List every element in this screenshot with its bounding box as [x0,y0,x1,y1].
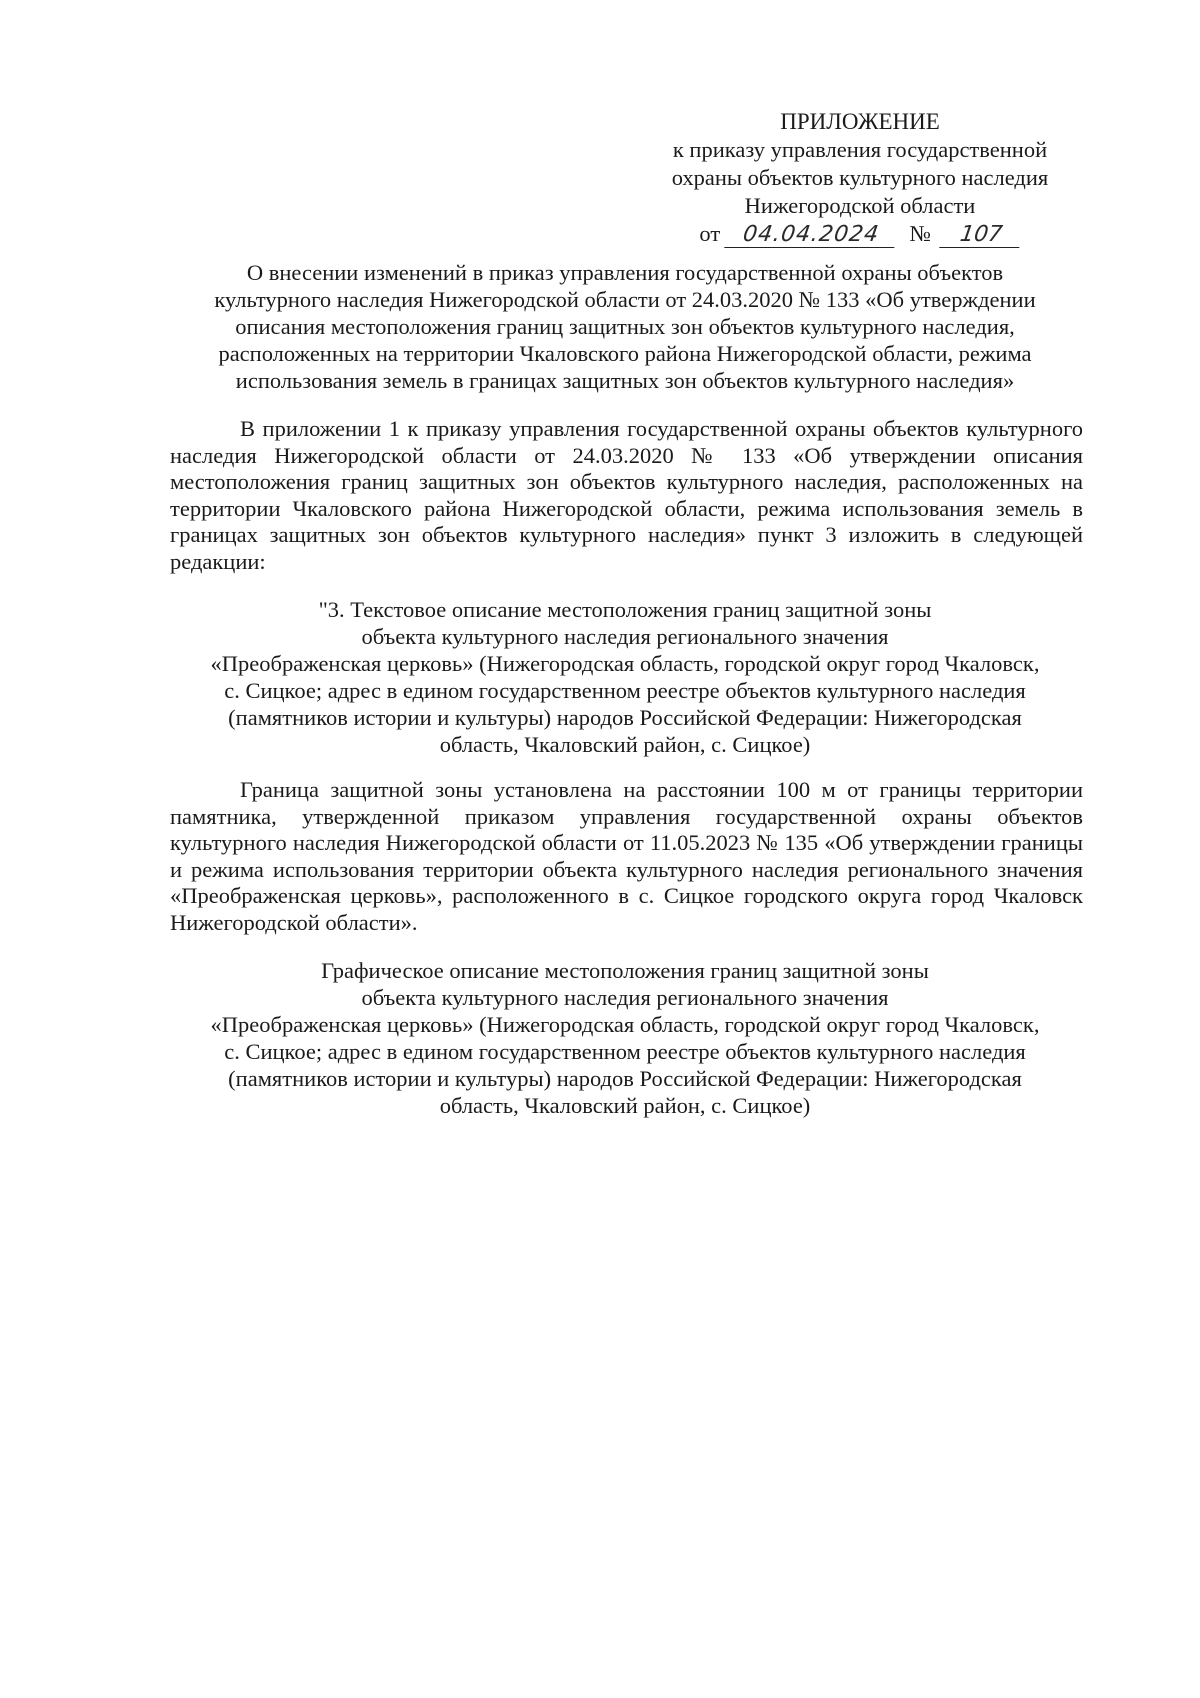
textual-description-heading [165,596,1085,758]
heading-line: (памятников истории и культуры) народов Российской Федерации: Нижегородская [228,1066,1022,1091]
appendix-line-2: охраны объектов культурного наследия [671,165,1049,190]
title-line: описания местоположения границ защитных зон объектов культурного наследия, [235,314,1015,339]
boundary-paragraph: Граница защитной зоны установлена на расстоянии 100 м от границы территории памятника, утвержденной приказом управления государственной охраны объектов культурного наследия Нижегородской области от 11.05.2023 № 135 «Об утверждении границы и режима использования территории объекта культурного наследия регионального значения «Преображенская церковь», расположенного в с. Сицкое городского округа город Чкаловск Нижегородской области». [170,777,1083,935]
date-prefix: от [699,221,721,246]
appendix-title: ПРИЛОЖЕНИЕ [780,109,940,134]
heading-line: «Преображенская церковь» (Нижегородская область, городской округ город Чкаловск, [210,1012,1040,1037]
title-line: культурного наследия Нижегородской области от 24.03.2020 № 133 «Об утверждении [214,287,1036,312]
appendix-line-3: Нижегородской области [744,193,976,218]
title-line: расположенных на территории Чкаловского района Нижегородской области, режима [218,341,1032,366]
handwritten-date: 04.04.2024 [724,223,898,248]
title-line: использования земель в границах защитных зон объектов культурного наследия» [235,368,1015,393]
heading-line: с. Сицкое; адрес в едином государственном реестре объектов культурного наследия [224,678,1026,703]
heading-line: область, Чкаловский район, с. Сицкое) [439,732,811,757]
heading-line: «Преображенская церковь» (Нижегородская область, городской округ город Чкаловск, [210,651,1040,676]
heading-line: с. Сицкое; адрес в едином государственном реестре объектов культурного наследия [224,1039,1026,1064]
heading-line: объекта культурного наследия регионального значения [361,985,889,1010]
document-title [165,259,1085,394]
heading-line: область, Чкаловский район, с. Сицкое) [439,1093,811,1118]
appendix-header [600,108,1120,248]
order-date-number-line [600,220,1120,248]
heading-line: (памятников истории и культуры) народов Российской Федерации: Нижегородская [228,705,1022,730]
handwritten-number: 107 [939,223,1023,248]
heading-line: объекта культурного наследия регионального значения [361,624,889,649]
heading-line: "3. Текстовое описание местоположения границ защитной зоны [318,597,932,622]
title-line: О внесении изменений в приказ управления государственной охраны объектов [246,260,1004,285]
heading-line: Графическое описание местоположения границ защитной зоны [321,958,929,983]
number-prefix: № [909,221,931,246]
appendix-line-1: к приказу управления государственной [672,137,1048,162]
intro-paragraph: В приложении 1 к приказу управления государственной охраны объектов культурного наследия Нижегородской области от 24.03.2020 № 133 «Об утверждении описания местоположения границ защитных зон объектов культурного наследия, расположенных на территории Чкаловского района Нижегородской области, режима использования земель в границах защитных зон объектов культурного наследия» пункт 3 изложить в следующей редакции: [170,416,1083,574]
graphic-description-heading [165,957,1085,1119]
